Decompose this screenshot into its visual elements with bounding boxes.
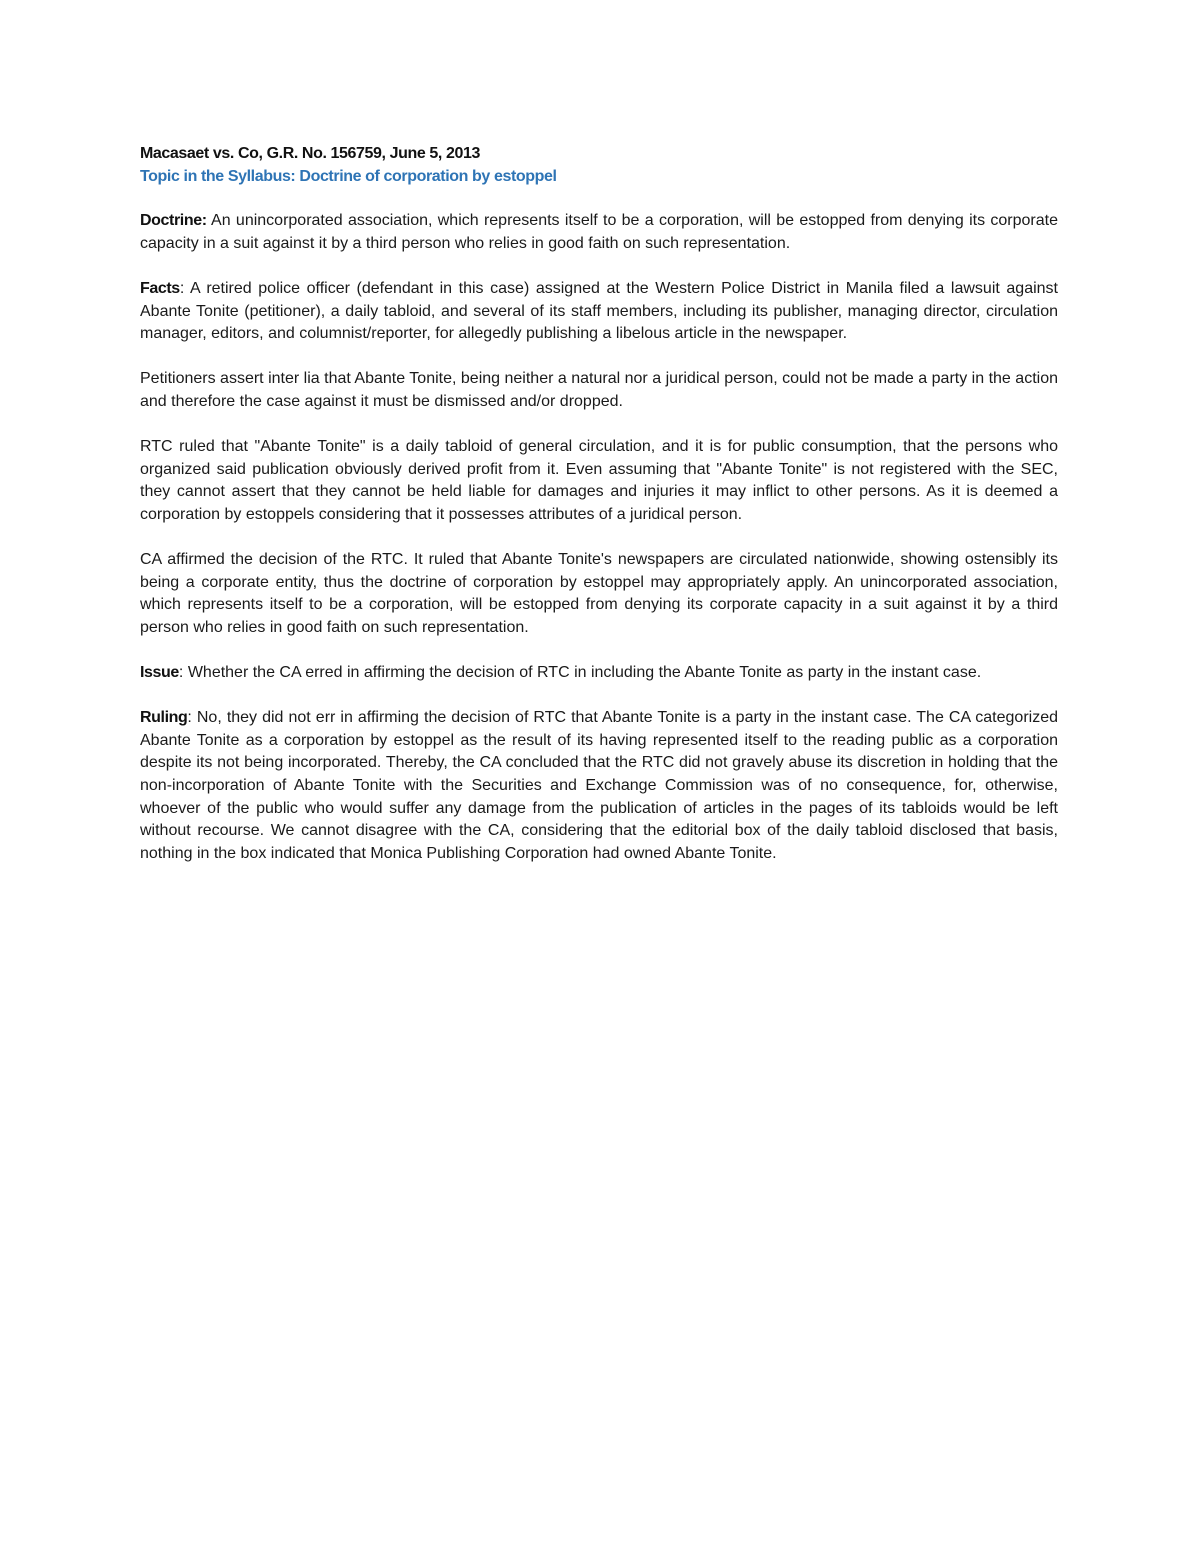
ruling-label: Ruling <box>140 709 188 727</box>
ruling-paragraph <box>140 707 1058 865</box>
issue-paragraph <box>140 662 1058 685</box>
rtc-ruling-paragraph: RTC ruled that "Abante Tonite" is a daily tabloid of general circulation, and it is for public consumption, that the persons who organized said publication obviously derived profit from it. Even assuming that "Abante Tonite" is not registered with the SEC, they cannot assert that they cannot be held liable for damages and injuries it may inflict to other persons. As it is deemed a corporation by estoppels considering that it possesses attributes of a juridical person. <box>140 438 1058 523</box>
syllabus-topic: Topic in the Syllabus: Doctrine of corporation by estoppel <box>140 167 557 185</box>
case-title: Macasaet vs. Co, G.R. No. 156759, June 5, 2013 <box>140 145 481 162</box>
document-body <box>140 143 1058 888</box>
issue-label: Issue <box>140 664 179 682</box>
ca-decision-paragraph: CA affirmed the decision of the RTC. It ruled that Abante Tonite's newspapers are circulated nationwide, showing ostensibly its being a corporate entity, thus the doctrine of corporation by estoppel may appropriately apply. An unincorporated association, which represents itself to be a corporation, will be estopped from denying its corporate capacity in a suit against it by a third person who relies in good faith on such representation. <box>140 551 1058 636</box>
facts-text: : A retired police officer (defendant in this case) assigned at the Western Police District in Manila filed a lawsuit against Abante Tonite (petitioner), a daily tabloid, and several of its staff members, including its publisher, managing director, circulation manager, editors, and columnist/reporter, for allegedly publishing a libelous article in the newspaper. <box>140 279 1058 343</box>
facts-label: Facts <box>140 279 180 297</box>
petitioners-paragraph: Petitioners assert inter lia that Abante Tonite, being neither a natural nor a juridical person, could not be made a party in the action and therefore the case against it must be dismissed and/or dropped. <box>140 370 1058 410</box>
doctrine-text: An unincorporated association, which represents itself to be a corporation, will be estopped from denying its corporate capacity in a suit against it by a third person who relies in good faith on such representation. <box>140 212 1058 252</box>
issue-text: : Whether the CA erred in affirming the decision of RTC in including the Abante Tonite as party in the instant case. <box>178 664 982 682</box>
ruling-text: : No, they did not err in affirming the decision of RTC that Abante Tonite is a party in the instant case. The CA categorized Abante Tonite as a corporation by estoppel as the result of its having represented itself to the reading public as a corporation despite its not being incorporated. Thereby, the CA concluded that the RTC did not gravely abuse its discretion in holding that the non-incorporation of Abante Tonite with the Securities and Exchange Commission was of no consequence, for, otherwise, whoever of the public who would suffer any damage from the publication of articles in the pages of its tabloids would be left without recourse. We cannot disagree with the CA, considering that the editorial box of the daily tabloid disclosed that basis, nothing in the box indicated that Monica Publishing Corporation had owned Abante Tonite. <box>140 709 1058 862</box>
doctrine-label: Doctrine: <box>140 212 207 230</box>
doctrine-paragraph <box>140 210 1058 255</box>
facts-paragraph <box>140 278 1058 346</box>
